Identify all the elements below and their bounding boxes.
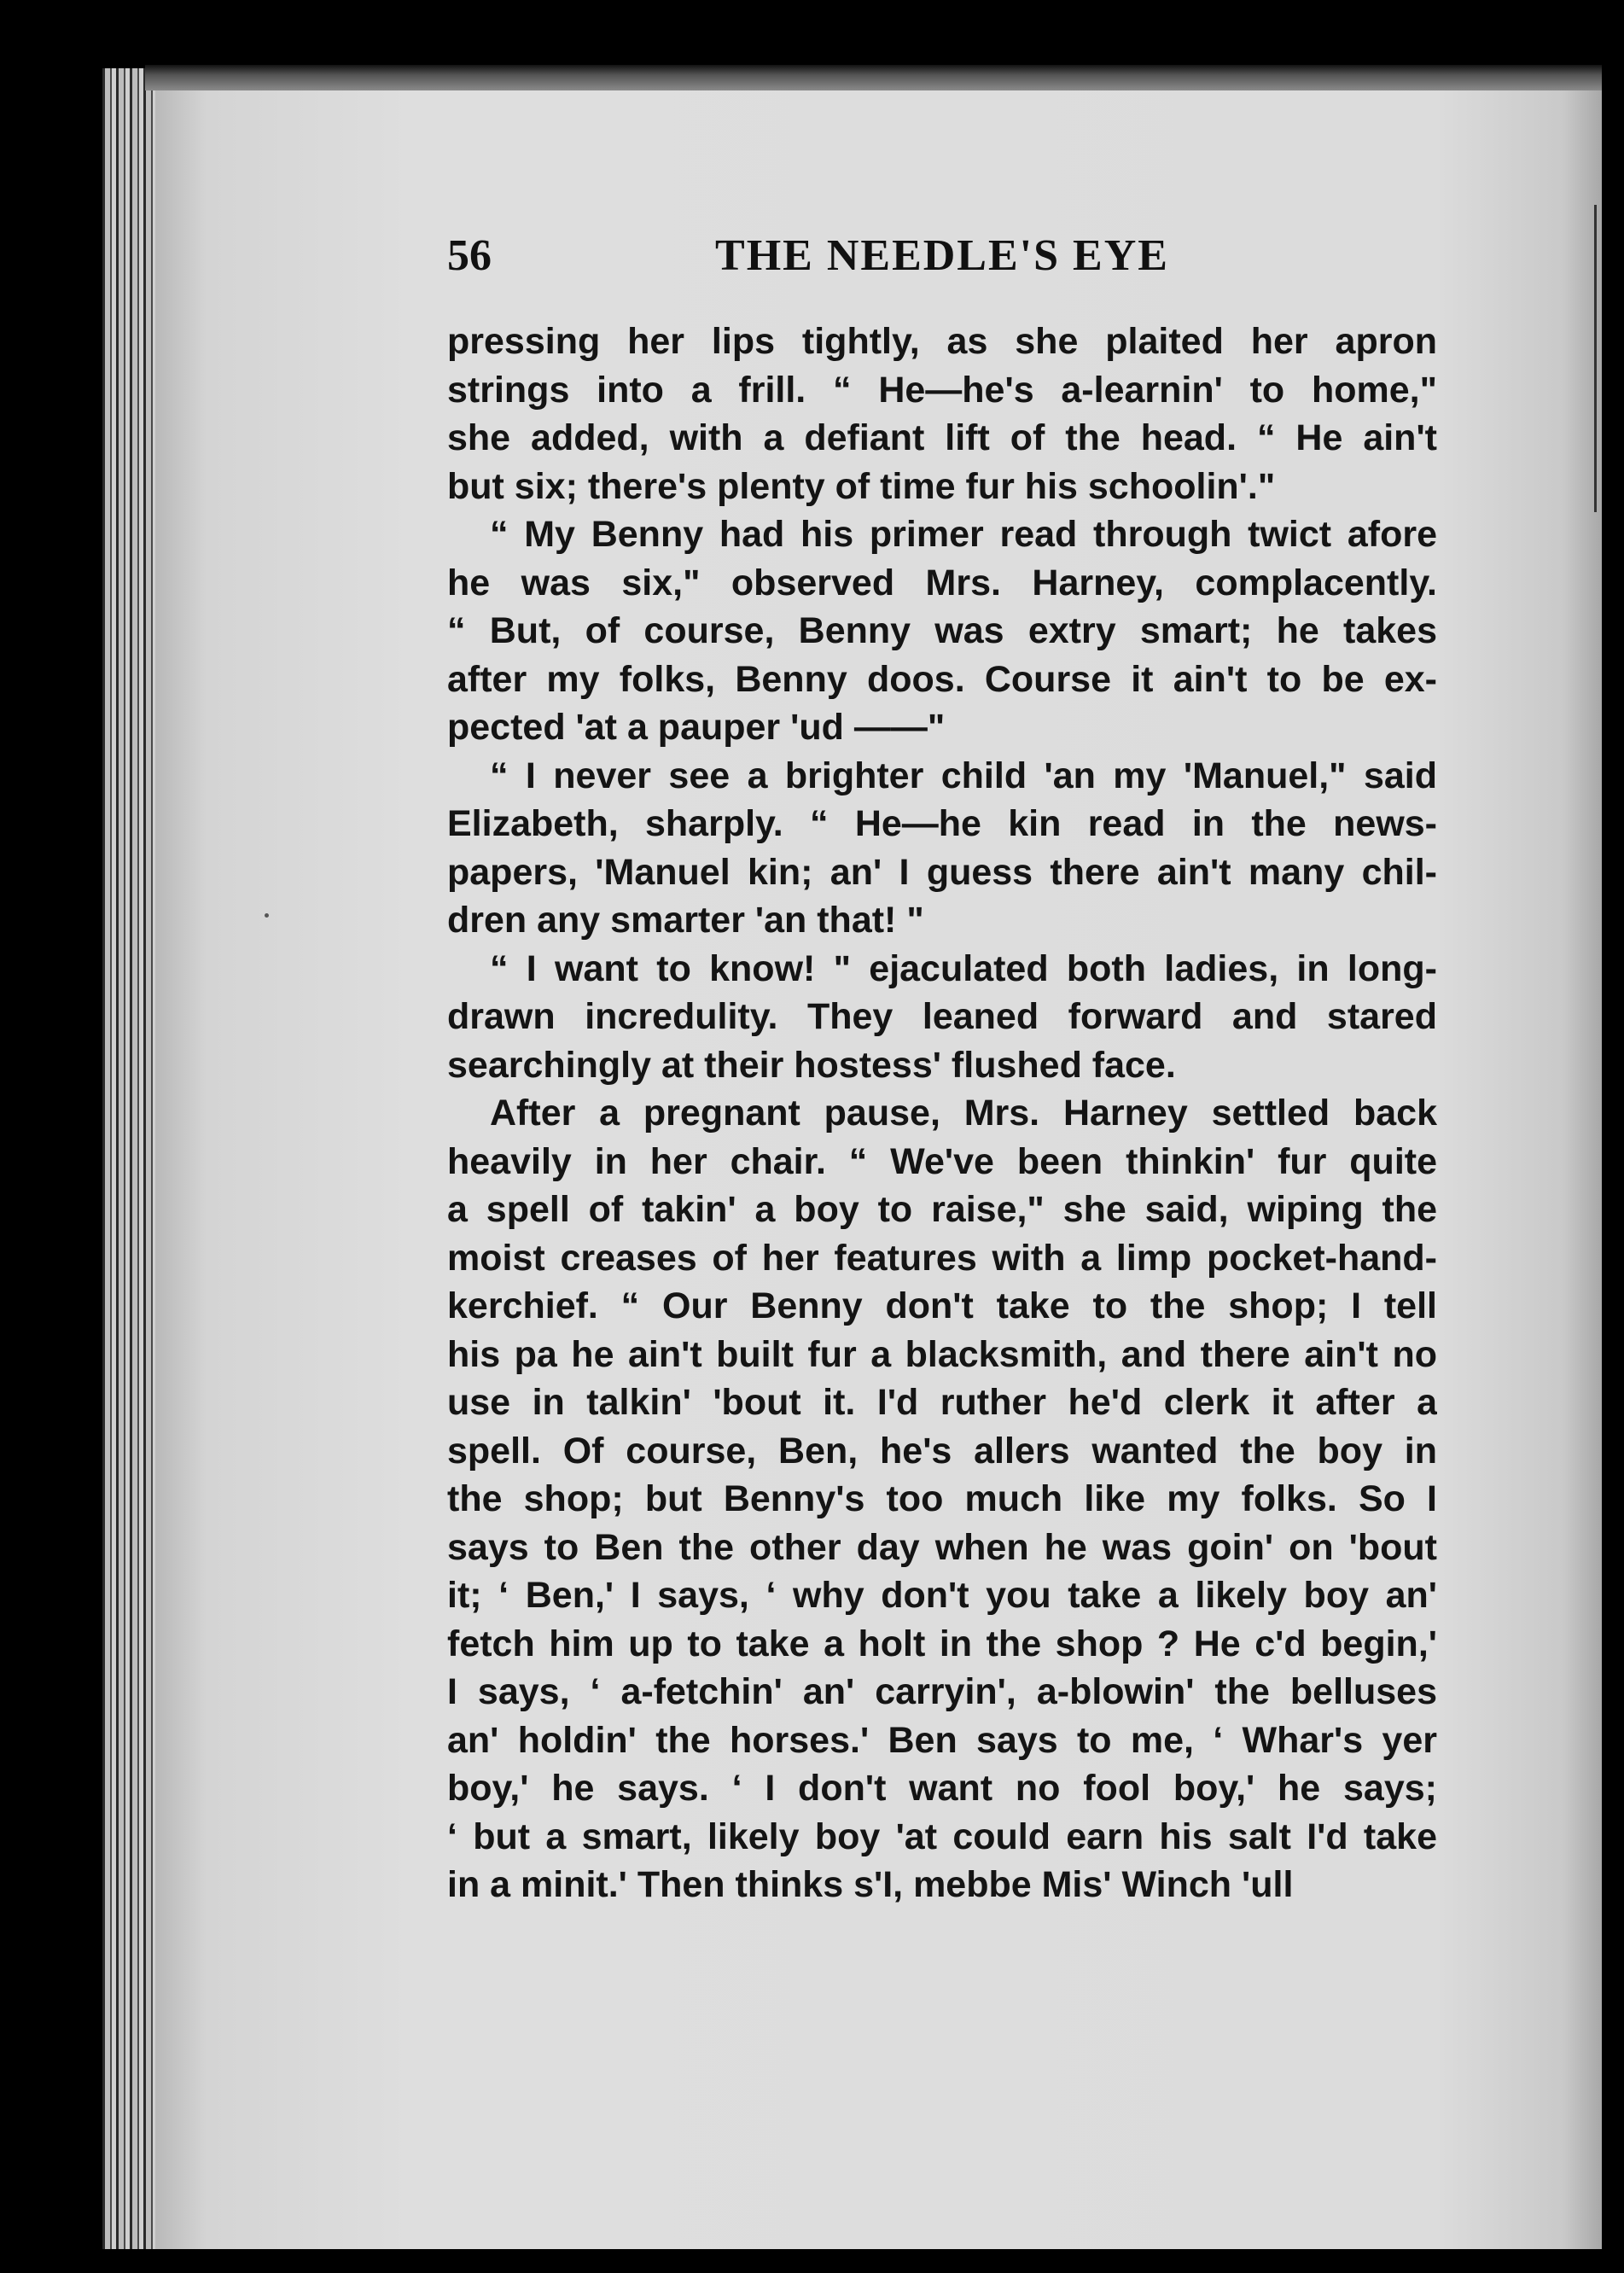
text-line: his pa he ain't built fur a blacksmith, and there ain't no xyxy=(447,1333,1437,1375)
text-line: pected 'at a pauper 'ud ——" xyxy=(447,707,946,748)
text-line: strings into a frill. “ He—he's a-learnin' to home," xyxy=(447,369,1437,411)
text-line: he was six," observed Mrs. Harney, complacently. xyxy=(447,562,1437,603)
paragraph xyxy=(447,1089,1437,1909)
paragraph xyxy=(447,752,1437,945)
text-line: “ I want to know! " ejaculated both ladies, in long- xyxy=(490,947,1437,989)
page-top-shadow xyxy=(145,65,1604,90)
text-line: moist creases of her features with a limp pocket-hand- xyxy=(447,1237,1437,1279)
text-line: Elizabeth, sharply. “ He—he kin read in the news- xyxy=(447,803,1437,844)
text-line: a spell of takin' a boy to raise," she said, wiping the xyxy=(447,1189,1437,1230)
text-line: ‘ but a smart, likely boy 'at could earn his salt I'd take xyxy=(447,1815,1437,1857)
scan-speck xyxy=(713,3,731,15)
text-line: the shop; but Benny's too much like my folks. So I xyxy=(447,1478,1437,1519)
text-line: “ I never see a brighter child 'an my 'Manuel," said xyxy=(490,755,1437,796)
text-line: drawn incredulity. They leaned forward and stared xyxy=(447,996,1437,1037)
page-right-edge xyxy=(1602,51,1624,2273)
text-line: dren any smarter 'an that! " xyxy=(447,900,924,941)
text-line: an' holdin' the horses.' Ben says to me, ‘ Whar's yer xyxy=(447,1719,1437,1761)
page-number: 56 xyxy=(447,231,492,280)
text-line: After a pregnant pause, Mrs. Harney settled back xyxy=(490,1093,1437,1134)
right-margin-mark xyxy=(1594,205,1597,512)
text-line: but six; there's plenty of time fur his schoolin'." xyxy=(447,465,1276,507)
text-line: heavily in her chair. “ We've been thinkin' fur quite xyxy=(447,1140,1437,1182)
scan-speck xyxy=(265,913,269,918)
text-line: she added, with a defiant lift of the head. “ He ain't xyxy=(447,417,1437,458)
page-header xyxy=(447,230,1437,290)
running-title: THE NEEDLE'S EYE xyxy=(715,231,1169,280)
text-line: pressing her lips tightly, as she plaited her apron xyxy=(447,321,1437,362)
paragraph xyxy=(447,510,1437,752)
text-line: fetch him up to take a holt in the shop ? He c'd begin,' xyxy=(447,1623,1437,1664)
text-line: boy,' he says. ‘ I don't want no fool boy,' he says; xyxy=(447,1768,1437,1809)
text-line: in a minit.' Then thinks s'I, mebbe Mis' Winch 'ull xyxy=(447,1864,1294,1905)
body-text xyxy=(447,318,1437,1909)
text-line: use in talkin' 'bout it. I'd ruther he'd clerk it after a xyxy=(447,1382,1437,1423)
text-line: after my folks, Benny doos. Course it ain't to be ex- xyxy=(447,658,1437,700)
text-line: kerchief. “ Our Benny don't take to the shop; I tell xyxy=(447,1285,1437,1326)
text-line: spell. Of course, Ben, he's allers wanted the boy in xyxy=(447,1430,1437,1472)
text-line: papers, 'Manuel kin; an' I guess there ain't many chil- xyxy=(447,851,1437,893)
text-line: “ But, of course, Benny was extry smart; he takes xyxy=(447,610,1437,651)
text-line: “ My Benny had his primer read through twict afore xyxy=(490,514,1437,555)
text-line: says to Ben the other day when he was goin' on 'bout xyxy=(447,1526,1437,1568)
paragraph xyxy=(447,318,1437,510)
book-page-edges xyxy=(102,68,162,2249)
scan-speck xyxy=(1603,734,1609,741)
paragraph xyxy=(447,945,1437,1090)
text-line: searchingly at their hostess' flushed face. xyxy=(447,1044,1176,1086)
text-line: it; ‘ Ben,' I says, ‘ why don't you take a likely boy an' xyxy=(447,1575,1437,1616)
text-line: I says, ‘ a-fetchin' an' carryin', a-blowin' the belluses xyxy=(447,1671,1437,1712)
